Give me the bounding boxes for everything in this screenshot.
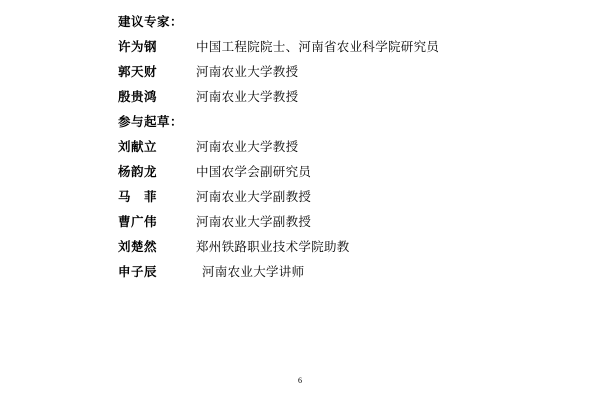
drafter-name: 杨韵龙 bbox=[118, 165, 158, 179]
expert-title: 河南农业大学教授 bbox=[196, 90, 299, 104]
drafter-title: 河南农业大学副教授 bbox=[196, 190, 312, 204]
page-number: 6 bbox=[298, 376, 302, 385]
section-contributing-drafters bbox=[118, 110, 538, 285]
drafter-row bbox=[118, 210, 538, 235]
drafter-name: 马 菲 bbox=[118, 190, 158, 204]
drafter-name: 刘楚然 bbox=[118, 240, 158, 254]
drafter-title: 郑州铁路职业技术学院助教 bbox=[196, 240, 350, 254]
drafter-row bbox=[118, 135, 538, 160]
expert-row bbox=[118, 35, 538, 60]
drafter-title: 河南农业大学讲师 bbox=[202, 265, 305, 279]
expert-name: 殷贵鸿 bbox=[118, 90, 158, 104]
expert-name: 郭天财 bbox=[118, 65, 158, 79]
expert-title: 河南农业大学教授 bbox=[196, 65, 299, 79]
drafter-name: 申子辰 bbox=[118, 265, 158, 279]
section-heading: 建议专家： bbox=[118, 15, 184, 29]
drafter-row bbox=[118, 160, 538, 185]
drafter-name: 曹广伟 bbox=[118, 215, 158, 229]
section-heading: 参与起草： bbox=[118, 115, 184, 129]
expert-row bbox=[118, 60, 538, 85]
drafter-name: 刘献立 bbox=[118, 140, 158, 154]
drafter-title: 河南农业大学教授 bbox=[196, 140, 299, 154]
document-content bbox=[118, 10, 538, 285]
section-recommending-experts bbox=[118, 10, 538, 110]
drafter-row bbox=[118, 185, 538, 210]
expert-row bbox=[118, 85, 538, 110]
expert-name: 许为钢 bbox=[118, 40, 158, 54]
drafter-row bbox=[118, 260, 538, 285]
drafter-title: 河南农业大学副教授 bbox=[196, 215, 312, 229]
expert-title: 中国工程院院士、河南省农业科学院研究员 bbox=[196, 40, 440, 54]
drafter-row bbox=[118, 235, 538, 260]
drafter-title: 中国农学会副研究员 bbox=[196, 165, 312, 179]
